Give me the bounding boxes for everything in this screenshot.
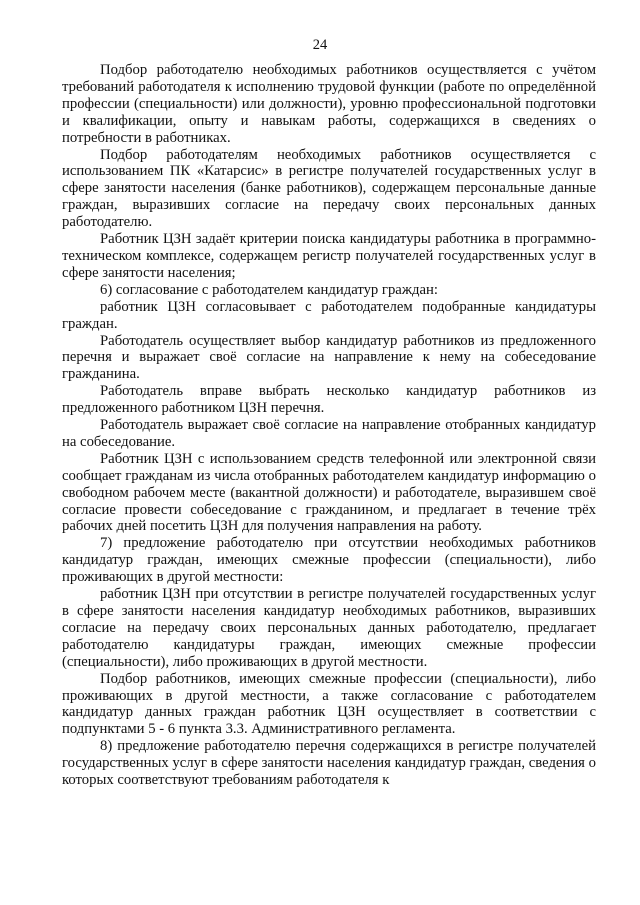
- paragraph-katarsis-register: Подбор работодателям необходимых работников осуществляется с использованием ПК «Катарсис» в регистре получателей государственных услуг в сфере занятости населения (банке работников), содержащем персональные данные граждан, выразивших согласие на передачу своих персональных данных работодателю.: [62, 146, 596, 231]
- paragraph-related-professions: работник ЦЗН при отсутствии в регистре получателей государственных услуг в сфере занятости населения кандидатур необходимых работников, выразивших согласие на передачу своих персональных данных работодателю, предлагает работодателю кандидатуры граждан, имеющих смежные профессии (специальности), либо проживающих в другой местности.: [62, 586, 596, 670]
- paragraph-item-8-heading: 8) предложение работодателю перечня содержащихся в регистре получателей государственных услуг в сфере занятости населения кандидатур граждан, сведения о которых соответствуют требованиям работодателя к: [62, 738, 596, 789]
- paragraph-interview-consent: Работодатель выражает своё согласие на направление отобранных кандидатур на собеседование.: [62, 417, 596, 450]
- paragraph-item-7-heading: 7) предложение работодателю при отсутствии необходимых работников кандидатур граждан, имеющих смежные профессии (специальности), либо проживающих в другой местности:: [62, 535, 596, 586]
- paragraph-multiple-candidates: Работодатель вправе выбрать несколько кандидатур работников из предложенного работником ЦЗН перечня.: [62, 383, 596, 417]
- paragraph-candidate-notification: Работник ЦЗН с использованием средств телефонной или электронной связи сообщает гражданам из числа отобранных работодателем кандидатур информацию о свободном рабочем месте (вакантной должности) и работодателе, выразившем своё согласие провести собеседование с гражданином, и предлагает в течение трёх рабочих дней посетить ЦЗН для получения направления на работу.: [62, 450, 596, 535]
- paragraph-item-6-heading: 6) согласование с работодателем кандидатур граждан:: [100, 281, 438, 298]
- paragraph-employer-choice: Работодатель осуществляет выбор кандидатур работников из предложенного перечня и выражает своё согласие на направление к нему на собеседование гражданина.: [62, 332, 596, 383]
- paragraph-selection-requirements: Подбор работодателю необходимых работников осуществляется с учётом требований работодателя к исполнению трудовой функции (работе по определённой профессии (специальности) или должности), уровню профессиональной подготовки и квалификации, опыту и навыкам работы, содержащихся в сведениях о потребности в работниках.: [62, 62, 596, 146]
- paragraph-candidate-agreement: работник ЦЗН согласовывает с работодателем подобранные кандидатуры граждан.: [62, 298, 596, 332]
- page-number: 24: [312, 37, 328, 53]
- paragraph-search-criteria: Работник ЦЗН задаёт критерии поиска кандидатуры работника в программно-техническом комплексе, содержащем регистр получателей государственных услуг в сфере занятости населения;: [62, 231, 596, 281]
- paragraph-procedure-reference: Подбор работников, имеющих смежные профессии (специальности), либо проживающих в другой местности, а также согласование с работодателем кандидатур данных граждан работник ЦЗН осуществляет в соответствии с подпунктами 5 - 6 пункта 3.3. Административного регламента.: [62, 670, 596, 738]
- document-body: [62, 62, 596, 789]
